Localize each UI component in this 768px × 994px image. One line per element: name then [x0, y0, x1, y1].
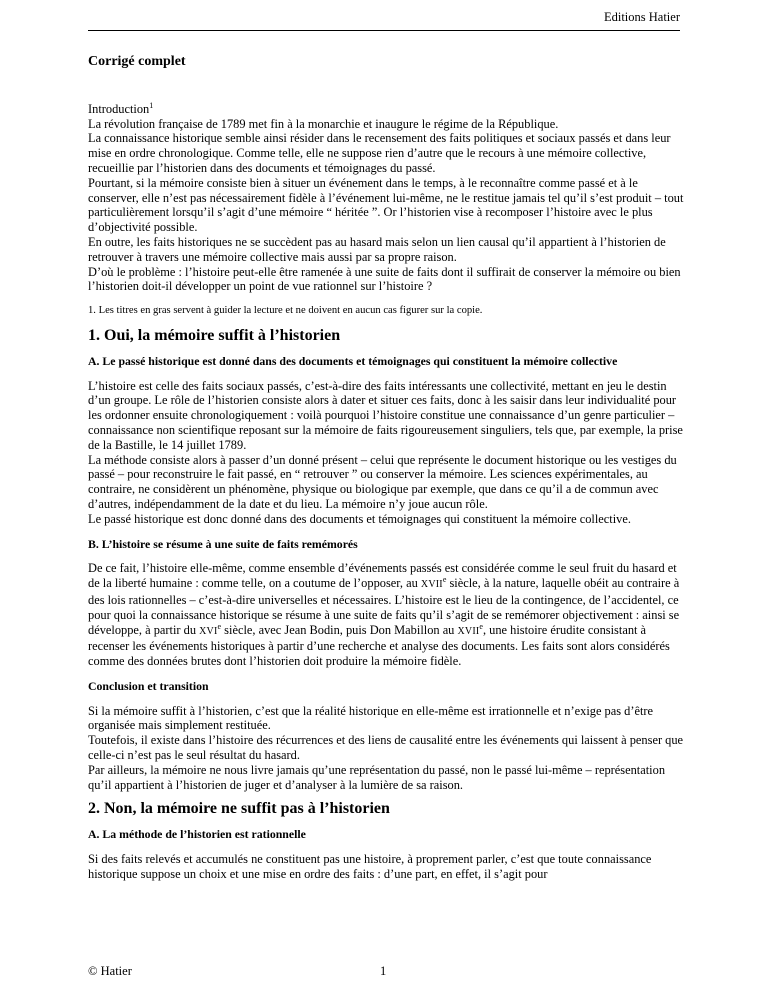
footer-copyright: © Hatier: [88, 964, 132, 978]
conclusion-heading: Conclusion et transition: [88, 678, 209, 693]
part1-section-a-heading: A. Le passé historique est donné dans des documents et témoignages qui constituent la mémoire collective: [88, 353, 618, 368]
body-paragraph: L’histoire est celle des faits sociaux passés, c’est-à-dire des faits intéressants une collectivité, mettant en jeu le destin d’un groupe. Le rôle de l’historien consiste alors à dater et situer ces faits, donc à les saisir dans leur individualité pour les ordonner ensuite chronologiquement : voilà pourquoi l’histoire constitue une connaissance d’un genre particulier – connaissance non scientifique reposant sur la mémoire de faits rigoureusement singuliers, tels que, par exemple, la prise de la Bastille, le 14 juillet 1789.: [88, 378, 683, 452]
page-number: 1: [380, 964, 387, 978]
part2-section-a-heading: A. La méthode de l’historien est rationnelle: [88, 827, 306, 842]
body-paragraph: Toutefois, il existe dans l’histoire des récurrences et des liens de causalité entre les événements qui laissent à penser que celle-ci n’est pas le seul résultat du hasard.: [88, 733, 684, 763]
intro-heading: Introduction$^1$: [88, 100, 154, 116]
introduction: [88, 102, 688, 294]
document-title: Corrigé complet: [88, 54, 186, 69]
intro-paragraph: La connaissance historique semble ainsi résider dans le recensement des faits politiques et sociaux passés et dans leur mise en ordre chronologique. Comme telle, elle ne suppose rien d’autre que le recours à une mémoire collective, recueillie par l’historien dans des documents et témoignages du passé.: [88, 131, 671, 175]
header-divider: [88, 30, 680, 31]
body-paragraph: De ce fait, l’histoire elle-même, comme ensemble d’événements passés est considérée comme le seul fruit du hasard et de la liberté humaine : comme telle, on a coutume de l’opposer, au XVIIe siècle, à la nature, laquelle obéit au contraire à des lois rationnelles – c’est-à-dire universelles et nécessaires. L’histoire est le lieu de la contingence, de l’accidentel, ce pour quoi la connaissance historique se résume à une suite de faits qu’il s’agit de se remémorer objectivement : ainsi se développe, à partir du XVIe siècle, avec Jean Bodin, puis Don Mabillon au XVIIe, une histoire érudite consistant à recenser les événements historiques à partir d’une recherche et analyse des documents. Les faits sont alors considérés comme des données brutes dont l’historien doit produire la mémoire fidèle.: [88, 561, 680, 669]
page-header: Editions Hatier: [603, 10, 680, 24]
conclusion-body: [88, 704, 688, 793]
document-body: [88, 55, 688, 882]
intro-paragraph: D’où le problème : l’histoire peut-elle être ramenée à une suite de faits dont il suffirait de conserver la mémoire ou bien l’historien doit-il développer un point de vue rationnel sur l’histoire ?: [88, 264, 681, 294]
part1-section-b-body: [88, 561, 688, 669]
part1-section-b-heading: B. L’histoire se résume à une suite de faits remémorés: [88, 536, 358, 551]
body-paragraph: Le passé historique est donc donné dans des documents et témoignages qui constituent la mémoire collective.: [88, 511, 631, 526]
body-paragraph: Par ailleurs, la mémoire ne nous livre jamais qu’une représentation du passé, non le passé lui-même – représentation qu’il appartient à l’historien de juger et d’analyser à la lumière de sa raison.: [88, 762, 666, 792]
body-paragraph: Si des faits relevés et accumulés ne constituent pas une histoire, à proprement parler, c’est que toute connaissance historique suppose un choix et une mise en ordre des faits : d’une part, en effet, il s’agit pour: [88, 852, 652, 881]
intro-paragraph: Pourtant, si la mémoire consiste bien à situer un événement dans le temps, à le reconnaître comme passé et à le conserver, elle n’est pas nécessairement fidèle à l’événement lui-même, ne le restitue jamais tel qu’il s’est produit – tout particulièrement lorsqu’il s’agit d’une mémoire “ héritée ”. Or l’historien vise à recomposer l’histoire avec le plus d’objectivité possible.: [88, 175, 684, 235]
footnote-ref: 1: [149, 100, 154, 110]
body-paragraph: Si la mémoire suffit à l’historien, c’est que la réalité historique en elle-même est irrationnelle et n’exige pas d’être organisée mais simplement restituée.: [88, 703, 654, 733]
intro-paragraph: En outre, les faits historiques ne se succèdent pas au hasard mais selon un lien causal qu’il appartient à l’historien de retrouver à travers une mémoire collective mais aussi par sa propre raison.: [88, 234, 666, 264]
part1-section-a-body: [88, 379, 688, 527]
part2-heading: 2. Non, la mémoire ne suffit pas à l’historien: [88, 800, 390, 818]
part1-heading: 1. Oui, la mémoire suffit à l’historien: [88, 326, 341, 344]
intro-paragraph: La révolution française de 1789 met fin à la monarchie et inaugure le régime de la République.: [88, 116, 559, 131]
body-paragraph: La méthode consiste alors à passer d’un donné présent – celui que représente le document historique ou les vestiges du passé – pour reconstruire le fait passé, en “ retrouver ” ou conserver la mémoire. Les sciences expérimentales, au contraire, ne considèrent un phénomène, physique ou biologique par exemple, que dans ce qu’il a de commun avec d’autres, indépendamment de la date et du lieu. La mémoire n’y joue aucun rôle.: [88, 452, 677, 511]
footnote: 1. Les titres en gras servent à guider la lecture et ne doivent en aucun cas figurer sur la copie.: [88, 305, 483, 317]
